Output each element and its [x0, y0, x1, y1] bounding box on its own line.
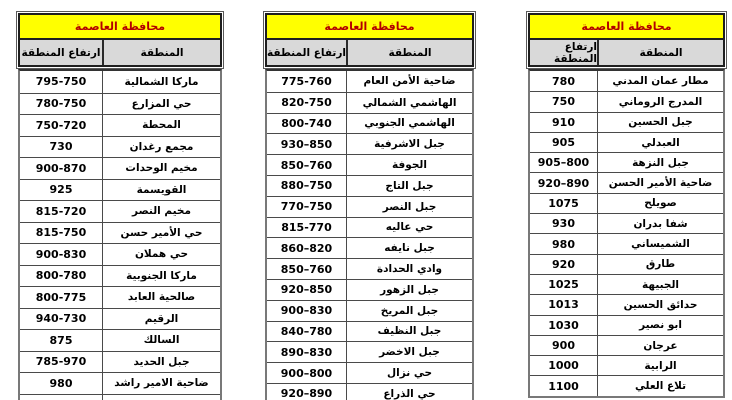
region-cell: العبدلي	[597, 133, 723, 152]
table-row	[267, 133, 472, 154]
table-row	[267, 258, 472, 279]
table-row	[530, 355, 723, 375]
region-cell: جبل الحسين	[597, 113, 723, 132]
table-body	[528, 69, 725, 398]
elevation-cell: 750	[552, 95, 575, 109]
elevation-cell: 800-780	[35, 269, 87, 283]
region-cell: الرقيم	[102, 309, 220, 330]
table-body	[265, 69, 474, 400]
table-row	[20, 136, 220, 158]
table-row	[267, 237, 472, 258]
elevation-cell: 780-750	[35, 97, 87, 111]
region-cell: تلاع العلي	[597, 376, 723, 395]
elevation-cell: 815-770	[281, 220, 332, 234]
elevation-cell: 800-775	[35, 290, 87, 304]
table-row	[267, 217, 472, 238]
elevation-cell: 795-750	[35, 75, 87, 89]
elevation-column-header: ارتفاع المنطقة	[267, 46, 346, 59]
table-row	[20, 243, 220, 265]
elevation-cell: 750-720	[35, 118, 87, 132]
elevation-cell: 850–760	[280, 262, 333, 276]
elevation-table-middle	[265, 13, 474, 400]
table-row	[20, 308, 220, 330]
region-cell: شفا بدران	[597, 214, 723, 233]
region-cell: الرابية	[597, 356, 723, 375]
elevation-cell: 925	[49, 183, 73, 197]
region-cell: المحطة	[102, 115, 220, 136]
table-row	[20, 351, 220, 373]
elevation-cell: 770–750	[280, 200, 333, 214]
region-cell: جبل الزهور	[346, 280, 472, 300]
elevation-cell: 860–820	[280, 241, 333, 255]
table-title: محافظة العاصمة	[20, 15, 220, 40]
table-row	[267, 341, 472, 362]
elevation-cell: 930	[552, 217, 575, 231]
region-cell: الشميساني	[597, 234, 723, 253]
region-cell: حي الذراع	[346, 384, 472, 400]
region-cell: ماركا الجنوبية	[102, 266, 220, 287]
table-row	[20, 372, 220, 394]
region-cell: الهاشمي الجنوبي	[346, 114, 472, 134]
elevation-cell	[20, 395, 102, 400]
elevation-cell: 910	[552, 115, 575, 129]
table-title: محافظة العاصمة	[530, 15, 723, 40]
region-cell: الجوفة	[346, 155, 472, 175]
table-row	[267, 154, 472, 175]
table-row	[20, 222, 220, 244]
region-cell: ابو نصير	[597, 316, 723, 335]
region-cell: حي عاليه	[346, 218, 472, 238]
table-row	[20, 286, 220, 308]
elevation-cell: 980	[552, 237, 575, 251]
table-row	[20, 157, 220, 179]
region-cell: المدرج الروماني	[597, 92, 723, 111]
table-title: محافظة العاصمة	[267, 15, 472, 40]
elevation-cell: 730	[49, 140, 73, 154]
table-row	[530, 375, 723, 395]
region-cell: الجبيهة	[597, 275, 723, 294]
table-row	[20, 265, 220, 287]
table-body	[18, 69, 222, 400]
elevation-cell: 920–850	[280, 283, 333, 297]
elevation-cell: 775-760	[281, 74, 332, 88]
elevation-cell: 1100	[548, 379, 579, 393]
table-row	[267, 196, 472, 217]
elevation-cell: 900-870	[35, 161, 87, 175]
region-cell: مخيم الوحدات	[102, 158, 220, 179]
table-row	[530, 71, 723, 91]
region-cell: جبل نايفه	[346, 238, 472, 258]
table-row	[530, 315, 723, 335]
table-row	[530, 112, 723, 132]
table-row	[20, 93, 220, 115]
region-column-header: المنطقة	[346, 40, 472, 65]
table-row	[267, 383, 472, 400]
elevation-cell: 890–830	[280, 345, 333, 359]
elevation-cell: 900–830	[280, 304, 333, 318]
table-row	[530, 132, 723, 152]
table-row	[267, 279, 472, 300]
region-cell: مخيم النصر	[102, 201, 220, 222]
table-row	[267, 113, 472, 134]
elevation-cell: 1025	[548, 278, 579, 292]
table-row	[530, 335, 723, 355]
elevation-cell: 1030	[548, 318, 579, 332]
elevation-cell: 905	[552, 136, 575, 150]
table-header-block	[18, 13, 222, 67]
region-cell: ضاحية الأمير الحسن	[597, 173, 723, 192]
elevation-cell: 900-830	[35, 247, 87, 261]
region-cell: حي الأمير حسن	[102, 223, 220, 244]
elevation-cell: 920	[552, 257, 575, 271]
region-cell: ضاحية الامير راشد	[102, 373, 220, 394]
elevation-cell: 785-970	[35, 355, 87, 369]
region-cell: جبل الحديد	[102, 352, 220, 373]
table-row	[267, 92, 472, 113]
table-row	[530, 213, 723, 233]
region-cell: جبل المريخ	[346, 301, 472, 321]
table-row	[267, 321, 472, 342]
table-row	[267, 362, 472, 383]
region-cell: الهاشمي الشمالي	[346, 93, 472, 113]
table-row	[267, 175, 472, 196]
elevation-cell: 800-740	[281, 116, 332, 130]
region-cell: جبل الاشرفية	[346, 134, 472, 154]
table-row	[20, 114, 220, 136]
elevation-cell: 980	[49, 376, 73, 390]
table-row	[20, 329, 220, 351]
elevation-cell: 875	[49, 333, 73, 347]
elevation-cell: 815-720	[35, 204, 87, 218]
table-row	[267, 71, 472, 92]
region-cell: ضاحية الأمن العام	[346, 71, 472, 92]
elevation-cell: 930–850	[280, 137, 333, 151]
elevation-table-right	[528, 13, 725, 398]
region-cell: عرجان	[597, 336, 723, 355]
elevation-cell: 940-730	[35, 312, 87, 326]
region-cell: صويلح	[597, 194, 723, 213]
elevation-cell: 850–760	[280, 158, 333, 172]
elevation-cell: 905–800	[537, 156, 590, 170]
region-cell: حي هملان	[102, 244, 220, 265]
elevation-cell: 840–780	[280, 324, 333, 338]
region-cell	[102, 395, 220, 400]
region-cell: مطار عمان المدني	[597, 71, 723, 91]
elevation-cell: 1000	[548, 359, 579, 373]
elevation-cell: 1075	[548, 196, 579, 210]
elevation-table-left	[18, 13, 222, 400]
region-cell: جبل النزهة	[597, 153, 723, 172]
elevation-column-header: ارتفاع المنطقة	[553, 40, 597, 65]
table-row	[20, 71, 220, 93]
table-row	[530, 172, 723, 192]
region-cell: حي نزال	[346, 363, 472, 383]
elevation-cell: 920–890	[537, 176, 590, 190]
region-cell: طارق	[597, 255, 723, 274]
elevation-cell: 900	[552, 339, 575, 352]
elevation-cell: 900–800	[280, 366, 333, 380]
table-row	[20, 200, 220, 222]
column-header-row	[530, 40, 723, 65]
region-column-header: المنطقة	[597, 40, 723, 65]
region-cell: مجمع رغدان	[102, 137, 220, 158]
table-row	[530, 233, 723, 253]
table-header-block	[528, 13, 725, 67]
region-column-header: المنطقة	[102, 40, 220, 65]
elevation-column-header: ارتفاع المنطقة	[21, 46, 101, 59]
region-cell: حدائق الحسين	[597, 295, 723, 314]
region-cell: وادي الحدادة	[346, 259, 472, 279]
elevation-cell: 820-750	[281, 96, 332, 110]
elevation-cell: 1013	[548, 298, 579, 312]
table-row-partial	[20, 394, 220, 400]
region-cell: جبل التاج	[346, 176, 472, 196]
region-cell: القويسمة	[102, 180, 220, 201]
region-cell: جبل النصر	[346, 197, 472, 217]
region-cell: جبل الاخضر	[346, 342, 472, 362]
column-header-row	[20, 40, 220, 65]
elevation-cell: 880–750	[280, 179, 333, 193]
region-cell: السالك	[102, 330, 220, 351]
table-row	[530, 193, 723, 213]
table-row	[530, 274, 723, 294]
table-header-block	[265, 13, 474, 67]
region-cell: جبل النظيف	[346, 322, 472, 342]
table-row	[267, 300, 472, 321]
elevation-cell: 920–890	[280, 387, 333, 400]
table-row	[530, 91, 723, 111]
region-cell: صالحية العابد	[102, 287, 220, 308]
table-row	[530, 254, 723, 274]
column-header-row	[267, 40, 472, 65]
elevation-cell: 780	[552, 74, 575, 88]
region-cell: ماركا الشمالية	[102, 71, 220, 93]
table-row	[20, 179, 220, 201]
region-cell: حي المزارع	[102, 94, 220, 115]
table-row	[530, 152, 723, 172]
table-row	[530, 294, 723, 314]
elevation-cell: 815-750	[35, 226, 87, 240]
